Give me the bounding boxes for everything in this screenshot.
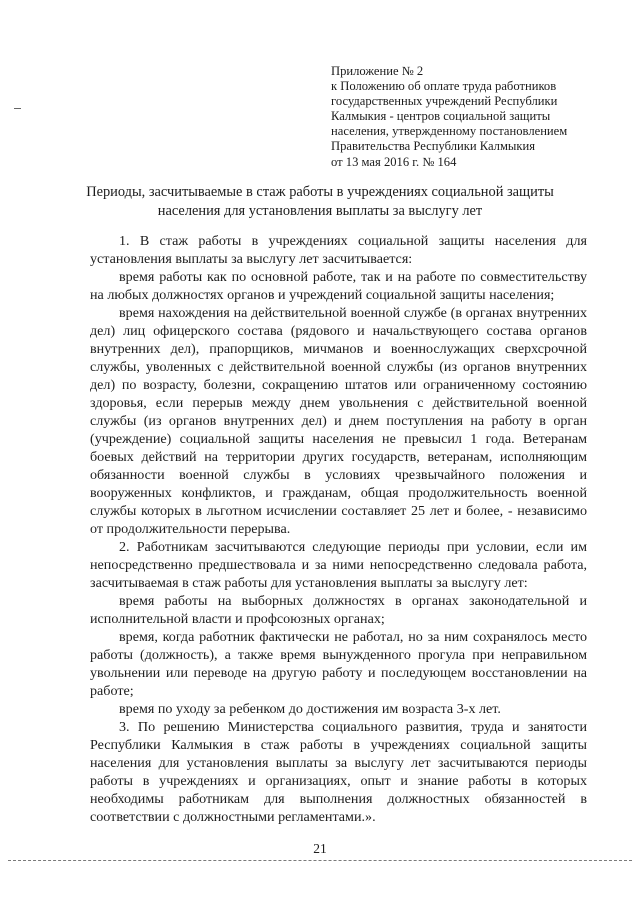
title-line: населения для установления выплаты за выслугу лет bbox=[157, 203, 483, 219]
document-title bbox=[60, 183, 580, 221]
margin-mark bbox=[14, 108, 21, 109]
appendix-line: от 13 мая 2016 г. № 164 bbox=[331, 154, 457, 169]
appendix-line: населения, утвержденному постановлением bbox=[331, 124, 568, 139]
document-body bbox=[90, 232, 587, 826]
appendix-line: Правительства Республики Калмыкия bbox=[331, 139, 536, 154]
paragraph: 2. Работникам засчитываются следующие периоды при условии, если им непосредственно предшествовала и за ними непосредственно следовала работа, засчитываемая в стаж работы для установления выплаты за выслугу лет: bbox=[90, 539, 587, 591]
appendix-line: государственных учреждений Республики bbox=[331, 94, 558, 109]
paragraph: время работы как по основной работе, так и на работе по совместительству на любых должностях органов и учреждений социальной защиты населения; bbox=[90, 269, 587, 303]
paragraph: 1. В стаж работы в учреждениях социальной защиты населения для установления выплаты за выслугу лет засчитывается: bbox=[90, 233, 587, 267]
appendix-header bbox=[331, 64, 631, 170]
paragraph: время по уходу за ребенком до достижения им возраста 3-х лет. bbox=[119, 701, 501, 717]
paragraph: время работы на выборных должностях в органах законодательной и исполнительной власти и профсоюзных органах; bbox=[90, 593, 587, 627]
page-number: 21 bbox=[313, 841, 327, 856]
paragraph: время нахождения на действительной военной службе (в органах внутренних дел) лиц офицерского состава (рядового и начальствующего состава органов внутренних дел), прапорщиков, мичманов и военнослужащих сверхсрочной службы, уволенных с действительной военной службы (из органов внутренних дел) по возрасту, болезни, сокращению штатов или ограниченному состоянию здоровья, если перерыв между днем увольнения с действительной военной службы (из органов внутренних дел) и днем поступления на работу в орган (учреждение) социальной защиты населения не превысил 1 года. Ветеранам боевых действий на территории других государств, ветеранам, исполняющим обязанности военной службы в условиях чрезвычайного положения и вооруженных конфликтов, и гражданам, общая продолжительность военной службы которых в льготном исчислении составляет 25 лет и более, - независимо от продолжительности перерыва. bbox=[90, 305, 587, 537]
paragraph: 3. По решению Министерства социального развития, труда и занятости Республики Калмыкия в стаж работы в учреждениях социальной защиты населения для установления выплаты за выслугу лет засчитываются периоды работы в учреждениях и организациях, опыт и знание работы в которых необходимы работникам для выполнения должностных обязанностей в соответствии с должностными регламентами.». bbox=[90, 719, 587, 825]
title-line: Периоды, засчитываемые в стаж работы в учреждениях социальной защиты bbox=[86, 184, 554, 200]
appendix-line: к Положению об оплате труда работников bbox=[331, 79, 557, 94]
appendix-line: Приложение № 2 bbox=[331, 64, 424, 78]
appendix-line: Калмыкия - центров социальной защиты bbox=[331, 109, 551, 124]
footer-divider bbox=[8, 860, 632, 861]
paragraph: время, когда работник фактически не работал, но за ним сохранялось место работы (должность), а также время вынужденного прогула при неправильном увольнении или переводе на другую работу и последующем восстановлении на работе; bbox=[90, 629, 587, 699]
